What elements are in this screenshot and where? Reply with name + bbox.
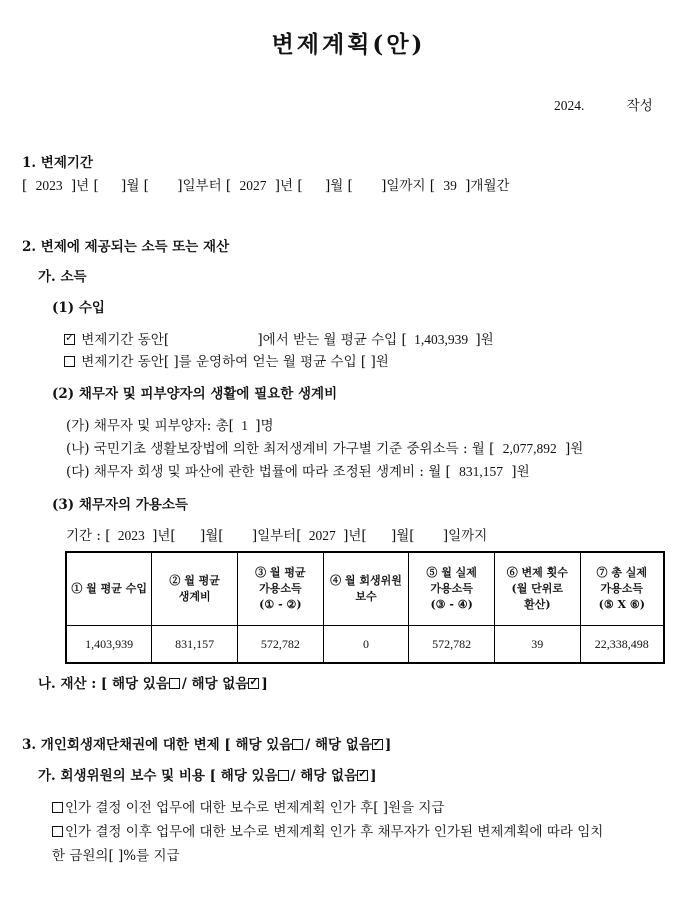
line-text: / 해당 없음 [305,737,372,753]
line-text: ]원 [511,464,530,480]
trustee-fee-option-1-checkbox[interactable] [52,802,63,813]
bracket-text: ]년 [ [274,178,303,194]
line-text: 나. 재산 : [ 해당 있음 [38,676,169,692]
table-cell: 572,782 [238,626,324,664]
trustee-fee-option-2-checkbox[interactable] [52,826,63,837]
monthly-income-value: 1,403,939 [414,332,469,347]
table-header [152,552,238,626]
table-cell: 22,338,498 [580,626,664,664]
trustee-fee-has-checkbox[interactable] [278,770,289,781]
line-text: 기간 : [ [66,528,111,544]
section-2-heading: 2. 변제에 제공되는 소득 또는 재산 [22,239,230,255]
option-text: ]원 [475,332,494,348]
table-header [409,552,495,626]
estate-claim-none-checkbox[interactable] [372,739,383,750]
header-line: ③ 월 평균 [255,566,306,579]
table-header [238,552,324,626]
revenue-option-1-checkbox[interactable] [64,334,75,345]
bracket-text: ]월 [ [121,178,149,194]
trustee-fee-heading [38,764,377,784]
header-line: 보수 [355,590,377,603]
table-cell: 39 [495,626,581,664]
date-line [554,94,653,114]
bracket-text: ]월 [ [324,178,353,194]
dependents-count: 1 [241,418,248,433]
header-line: ⑥ 변제 횟수 [506,566,568,579]
adjusted-living-cost-line [66,460,530,480]
line-text: ]원 [565,441,584,457]
line-text: ]명 [255,418,274,434]
header-line: 가용소득 [600,582,644,595]
median-income-line [66,437,583,457]
line-text: ]년[ [152,528,176,544]
revenue-heading: (1) 수입 [52,300,105,316]
period-months: 39 [443,178,457,193]
header-line: ① 월 평균 수입 [71,582,147,595]
line-text: ]일까지 [442,528,488,544]
bracket-text: ]일까지 [ [381,178,436,194]
line-text: ] [370,768,377,784]
line-text: ] [261,676,268,692]
bracket-text: ]년 [ [70,178,99,194]
option-text: 변제기간 동안[ ]를 운영하여 얻는 월 평균 수입 [ ]원 [81,354,389,370]
period-end-year: 2027 [239,178,267,193]
available-period-line [66,524,487,544]
header-line: ② 월 평균 [169,574,220,587]
available-income-heading: (3) 채무자의 가용소득 [52,497,188,513]
header-line: ④ 월 회생위원 [330,574,402,587]
line-text: 3. 개인회생재단채권에 대한 변제 [ 해당 있음 [22,737,293,753]
trustee-fee-none-checkbox[interactable] [357,770,368,781]
property-has-checkbox[interactable] [169,678,180,689]
header-line: 환산) [524,598,551,611]
header-line: 생계비 [178,590,211,603]
median-income-value: 2,077,892 [502,441,557,456]
table-header [66,552,152,626]
trustee-fee-option-2-continued: 한 금원의[ ]%를 지급 [52,848,180,864]
income-heading: 가. 소득 [38,269,87,285]
table-header [495,552,581,626]
estate-claim-has-checkbox[interactable] [292,739,303,750]
trustee-fee-option-1 [52,796,444,816]
table-row [66,626,664,664]
line-text: / 해당 없음 [290,768,358,784]
property-none-checkbox[interactable] [248,678,259,689]
header-line: 가용소득 [430,582,473,595]
table-header [580,552,664,626]
header-line: (⑤ X ⑥) [598,598,645,611]
line-text: ] [384,737,392,753]
line-text: 가. 회생위원의 보수 및 비용 [ 해당 있음 [38,768,278,784]
dependents-line [66,414,274,434]
option-text: 인가 결정 이후 업무에 대한 보수로 변제계획 인가 후 채무자가 인가된 변제계획에 따라 임치 [65,824,604,840]
option-text: 변제기간 동안[ [81,332,170,348]
header-line: (③ - ④) [430,598,473,611]
header-line: 가용소득 [259,582,302,595]
adjusted-living-cost-value: 831,157 [459,464,503,479]
date-year: 2024. [554,98,585,113]
revenue-option-2-checkbox[interactable] [64,356,75,367]
header-line: ⑦ 총 실제 [596,566,648,579]
date-label: 작성 [626,98,653,114]
line-text: ]일부터[ [251,528,302,544]
table-cell: 0 [323,626,409,664]
header-line: (월 단위로 [511,582,564,595]
bracket-text: [ [22,178,28,194]
period-start-year: 2023 [35,178,63,193]
table-header-row [66,552,664,626]
bracket-text: ]개월간 [465,178,510,194]
trustee-fee-option-2 [52,820,603,840]
revenue-option-2 [64,350,389,370]
line-text: (다) 채무자 회생 및 파산에 관한 법률에 따라 조정된 생계비 : 월 [ [66,464,451,480]
living-cost-heading: (2) 채무자 및 피부양자의 생활에 필요한 생계비 [52,386,338,402]
available-income-table [65,551,665,664]
line-text: ]년[ [343,528,367,544]
table-header [323,552,409,626]
available-end-year: 2027 [308,528,336,543]
available-start-year: 2023 [117,528,145,543]
table-cell: 831,157 [152,626,238,664]
option-text: ]에서 받는 월 평균 수입 [ [257,332,407,348]
repayment-period-line [22,174,510,194]
bracket-text: ]일부터 [ [177,178,232,194]
option-text: 인가 결정 이전 업무에 대한 보수로 변제계획 인가 후[ ]원을 지급 [65,800,445,816]
line-text: (가) 채무자 및 피부양자: 총[ [66,418,234,434]
line-text: ]월[ [390,528,415,544]
section-3-heading [22,733,391,753]
revenue-option-1 [64,328,494,348]
page-title: 변제계획(안) [271,31,426,58]
table-cell: 1,403,939 [66,626,152,664]
section-1-heading: 1. 변제기간 [22,155,93,171]
line-text: ]월[ [199,528,224,544]
header-line: (① - ②) [259,598,302,611]
header-line: ⑤ 월 실제 [426,566,477,579]
line-text: / 해당 없음 [181,676,249,692]
line-text: (나) 국민기초 생활보장법에 의한 최저생계비 가구별 기준 중위소득 : 월 [ [66,441,495,457]
table-cell: 572,782 [409,626,495,664]
property-line [38,672,268,692]
